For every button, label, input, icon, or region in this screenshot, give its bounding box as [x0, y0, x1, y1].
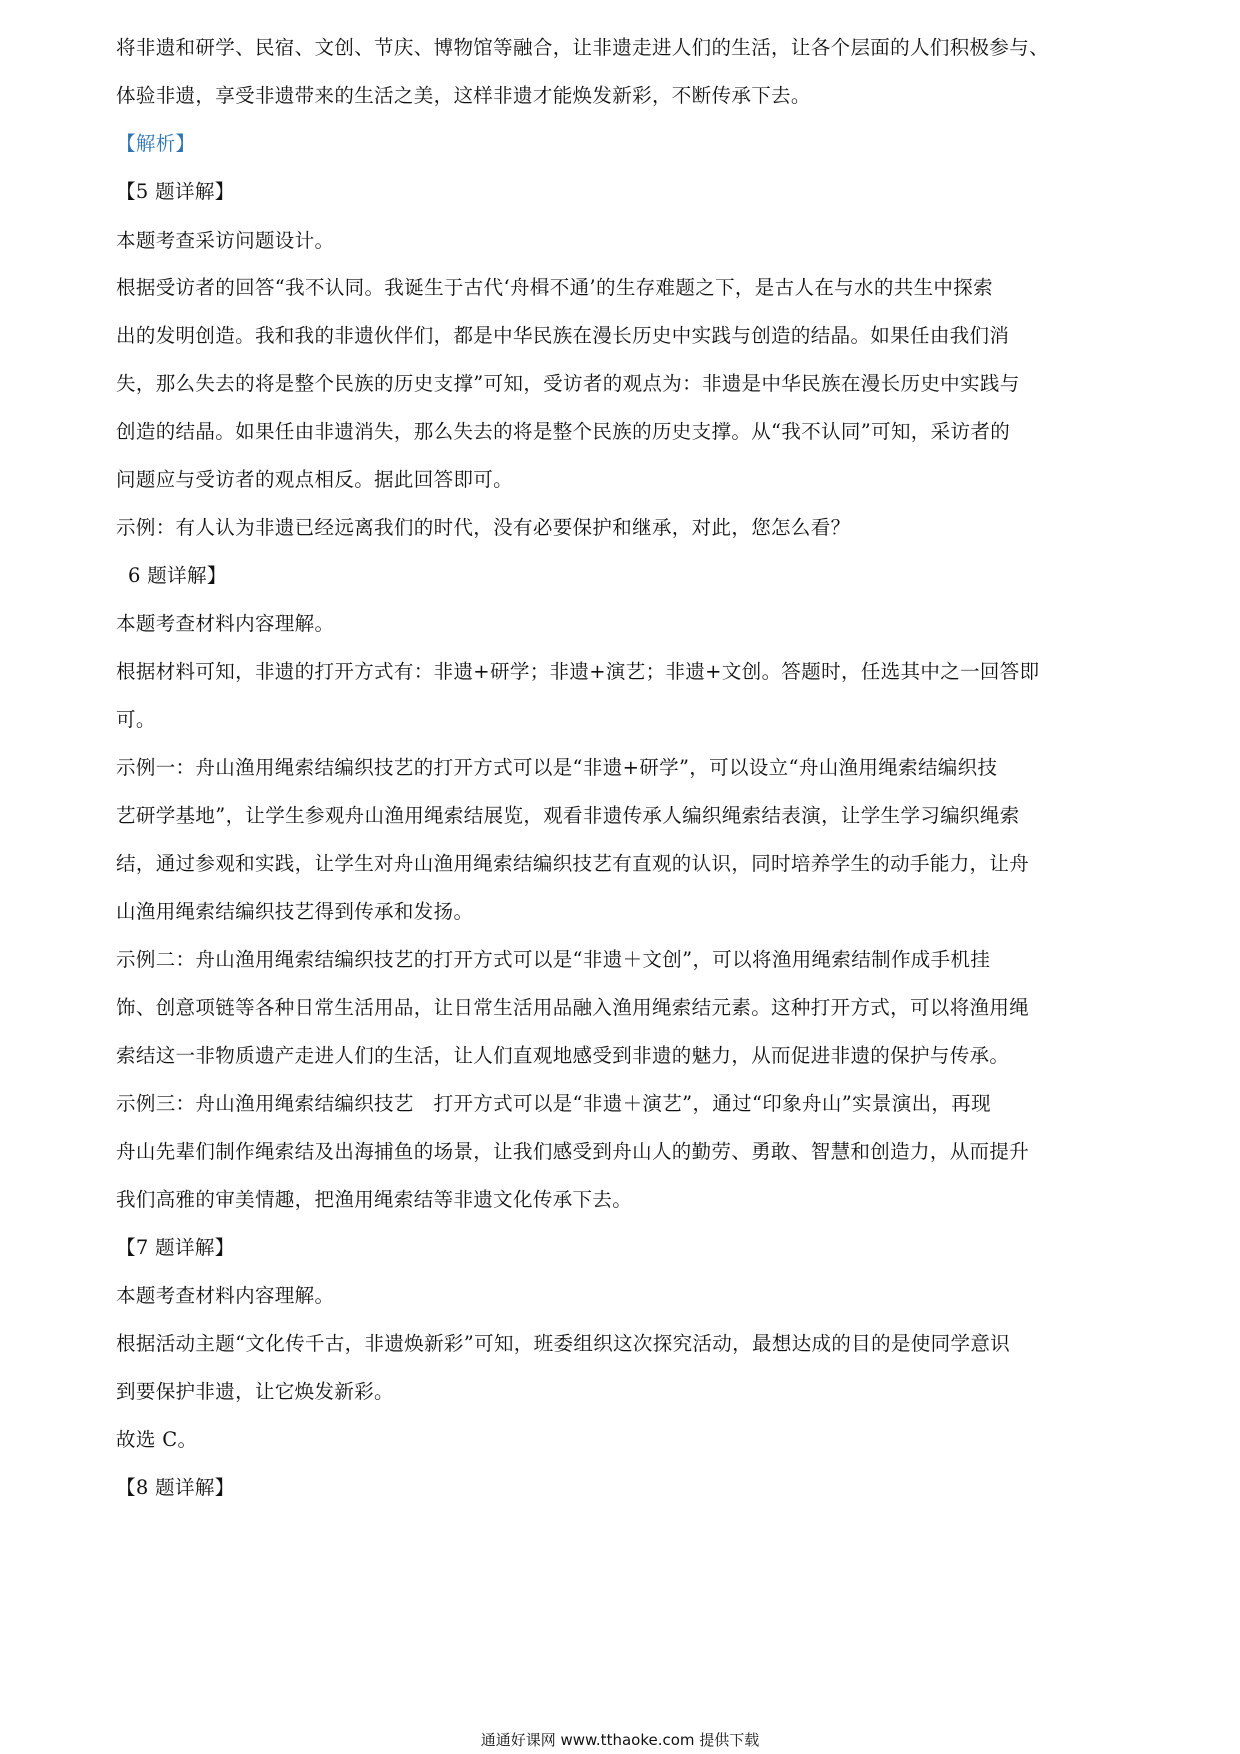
document-page [116, 0, 1126, 1754]
text-line: 出的发明创造。我和我的非遗伙伴们，都是中华民族在漫长历史中实践与创造的结晶。如果任由我们消 [116, 324, 1010, 347]
text-line: 艺研学基地”，让学生参观舟山渔用绳索结展览，观看非遗传承人编织绳索结表演，让学生学习编织绳索 [116, 804, 1020, 827]
section-heading-q7: 【7 题详解】 [116, 1236, 235, 1259]
text-line: 山渔用绳索结编织技艺得到传承和发扬。 [116, 900, 474, 923]
text-line: 我们高雅的审美情趣，把渔用绳索结等非遗文化传承下去。 [116, 1188, 633, 1211]
text-line: 索结这一非物质遗产走进人们的生活，让人们直观地感受到非遗的魅力，从而促进非遗的保护与传承。 [116, 1044, 1010, 1067]
text-line: 舟山先辈们制作绳索结及出海捕鱼的场景，让我们感受到舟山人的勤劳、勇敢、智慧和创造力，从而提升 [116, 1140, 1030, 1163]
answer-line: 故选 C。 [116, 1428, 198, 1451]
text-line: 根据活动主题“文化传千古，非遗焕新彩”可知，班委组织这次探究活动，最想达成的目的是使同学意识 [116, 1332, 1011, 1355]
text-line: 本题考查材料内容理解。 [116, 1284, 335, 1307]
footer-watermark: 通通好课网 www.tthaoke.com 提供下载 [480, 1731, 760, 1749]
text-line: 可。 [116, 708, 156, 731]
text-line: 示例一：舟山渔用绳索结编织技艺的打开方式可以是“非遗+研学”，可以设立“舟山渔用绳索结编织技 [116, 756, 998, 779]
text-line: 结，通过参观和实践，让学生对舟山渔用绳索结编织技艺有直观的认识，同时培养学生的动手能力，让舟 [116, 852, 1030, 875]
text-line: 饰、创意项链等各种日常生活用品，让日常生活用品融入渔用绳索结元素。这种打开方式，可以将渔用绳 [116, 996, 1030, 1019]
text-line: 将非遗和研学、民宿、文创、节庆、博物馆等融合，让非遗走进人们的生活，让各个层面的人们积极参与、 [116, 36, 1049, 59]
section-heading-q6: 6 题详解】 [128, 564, 227, 587]
text-line: 根据受访者的回答“我不认同。我诞生于古代‘舟楫不通’的生存难题之下，是古人在与水的共生中探索 [116, 276, 993, 299]
text-line: 根据材料可知，非遗的打开方式有：非遗+研学；非遗+演艺；非遗+文创。答题时，任选其中之一回答即 [116, 660, 1040, 683]
analysis-heading: 【解析】 [116, 132, 196, 155]
text-line: 示例：有人认为非遗已经远离我们的时代，没有必要保护和继承，对此，您怎么看？ [116, 516, 851, 539]
text-line: 问题应与受访者的观点相反。据此回答即可。 [116, 468, 514, 491]
text-line: 到要保护非遗，让它焕发新彩。 [116, 1380, 394, 1403]
text-line: 本题考查材料内容理解。 [116, 612, 335, 635]
section-heading-q5: 【5 题详解】 [116, 180, 235, 203]
text-line: 创造的结晶。如果任由非遗消失，那么失去的将是整个民族的历史支撑。从“我不认同”可知，采访者的 [116, 420, 1011, 443]
text-line: 示例三：舟山渔用绳索结编织技艺 打开方式可以是“非遗＋演艺”，通过“印象舟山”实景演出，再现 [116, 1092, 991, 1115]
text-line: 失，那么失去的将是整个民族的历史支撑”可知，受访者的观点为：非遗是中华民族在漫长历史中实践与 [116, 372, 1020, 395]
text-line: 体验非遗，享受非遗带来的生活之美，这样非遗才能焕发新彩，不断传承下去。 [116, 84, 811, 107]
text-line: 示例二：舟山渔用绳索结编织技艺的打开方式可以是“非遗＋文创”，可以将渔用绳索结制作成手机挂 [116, 948, 991, 971]
text-line: 本题考查采访问题设计。 [116, 229, 335, 252]
section-heading-q8: 【8 题详解】 [116, 1476, 235, 1499]
